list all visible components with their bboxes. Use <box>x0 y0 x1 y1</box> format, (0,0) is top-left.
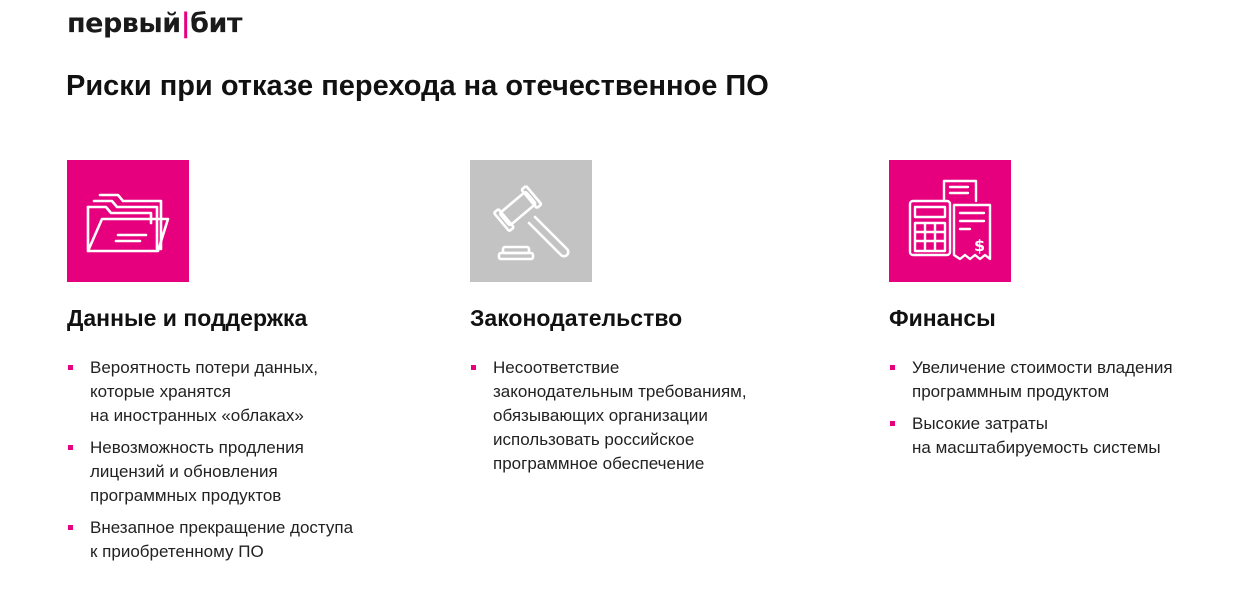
calculator-invoice-icon <box>889 160 1011 282</box>
gavel-icon <box>470 160 592 282</box>
risk-column-legislation <box>470 160 810 473</box>
brand-logo <box>67 6 242 42</box>
list-item-text: Вероятность потери данных, которые хранятся на иностранных «облаках» <box>90 358 319 425</box>
logo-text-right: бит <box>190 8 243 39</box>
list-item <box>889 356 1219 404</box>
bullet-icon <box>471 365 476 370</box>
column-heading: Финансы <box>889 305 996 331</box>
list-item <box>67 436 407 508</box>
bullet-list <box>889 356 1219 468</box>
bullet-icon <box>68 445 73 450</box>
list-item <box>889 412 1219 460</box>
list-item <box>470 356 810 476</box>
list-item-text: Увеличение стоимости владения программным продуктом <box>912 358 1173 401</box>
logo-separator: | <box>180 8 191 39</box>
bullet-icon <box>890 421 895 426</box>
bullet-icon <box>68 365 73 370</box>
bullet-list <box>470 356 810 484</box>
list-item-text: Невозможность продления лицензий и обновления программных продуктов <box>90 438 304 505</box>
folder-icon <box>67 160 189 282</box>
list-item-text: Внезапное прекращение доступа к приобретенному ПО <box>90 518 354 561</box>
bullet-list <box>67 356 407 572</box>
bullet-icon <box>68 525 73 530</box>
column-heading: Законодательство <box>470 305 683 331</box>
list-item <box>67 356 407 428</box>
page-title: Риски при отказе перехода на отечественное ПО <box>66 70 769 102</box>
bullet-icon <box>890 365 895 370</box>
list-item <box>67 516 407 564</box>
svg-text:$: $ <box>974 236 986 255</box>
list-item-text: Высокие затраты на масштабируемость системы <box>912 414 1161 457</box>
list-item-text: Несоответствие законодательным требованиям, обязывающих организации использовать российское программное обеспечение <box>493 358 747 473</box>
column-heading: Данные и поддержка <box>67 305 308 331</box>
logo-text-left: первый <box>67 8 181 39</box>
risk-column-finance <box>889 160 1219 457</box>
risk-column-data <box>67 160 407 561</box>
